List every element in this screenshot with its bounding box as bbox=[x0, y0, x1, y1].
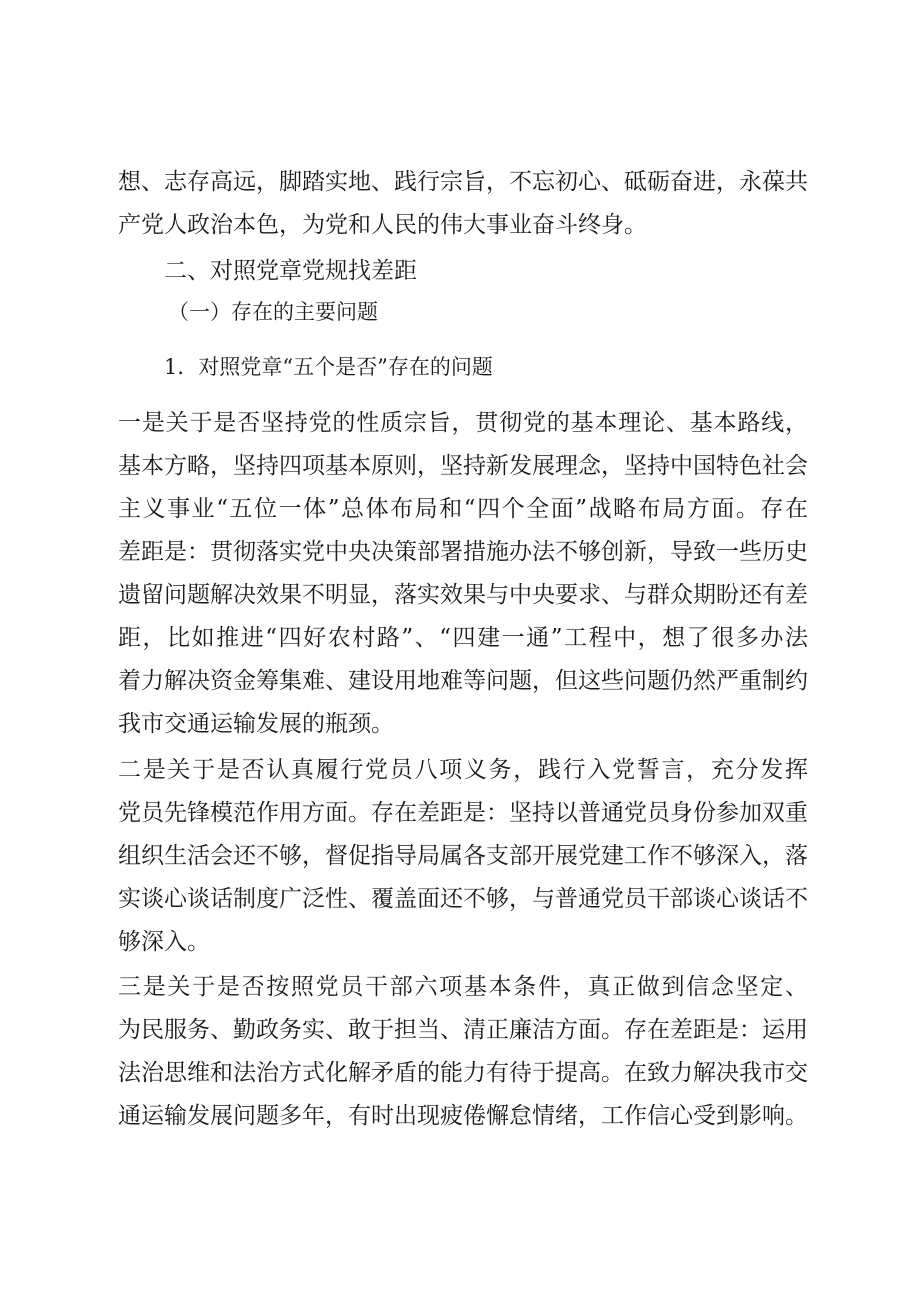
paragraph1-line-3: 主义事业“五位一体”总体布局和“四个全面”战略布局方面。存在 bbox=[118, 496, 808, 522]
paragraph2-line-3: 组织生活会还不够，督促指导局属各支部开展党建工作不够深入，落 bbox=[118, 843, 808, 869]
intro-line-2: 产党人政治本色，为党和人民的伟大事业奋斗终身。 bbox=[118, 212, 647, 238]
paragraph2-line-5: 够深入。 bbox=[118, 929, 210, 955]
paragraph3-line-3: 法治思维和法治方式化解矛盾的能力有待于提高。在致力解决我市交 bbox=[118, 1060, 808, 1086]
section-heading: 二、对照党章党规找差距 bbox=[164, 258, 417, 284]
paragraph1-line-5: 遗留问题解决效果不明显，落实效果与中央要求、与群众期盼还有差 bbox=[118, 582, 808, 608]
paragraph1-line-2: 基本方略，坚持四项基本原则，坚持新发展理念，坚持中国特色社会 bbox=[118, 453, 808, 479]
intro-line-1: 想、志存高远，脚踏实地、践行宗旨，不忘初心、砥砺奋进，永葆共 bbox=[118, 169, 808, 195]
subsection-heading: （一）存在的主要问题 bbox=[168, 300, 378, 324]
item-heading: 1．对照党章“五个是否”存在的问题 bbox=[164, 355, 493, 379]
paragraph1-line-4: 差距是：贯彻落实党中央决策部署措施办法不够创新，导致一些历史 bbox=[118, 539, 808, 565]
paragraph2-line-4: 实谈心谈话制度广泛性、覆盖面还不够，与普通党员干部谈心谈话不 bbox=[118, 886, 808, 912]
paragraph1-line-6: 距，比如推进“四好农村路”、“四建一通”工程中，想了很多办法 bbox=[118, 625, 808, 651]
paragraph1-line-7: 着力解决资金筹集难、建设用地难等问题，但这些问题仍然严重制约 bbox=[118, 668, 808, 694]
paragraph3-line-1: 三是关于是否按照党员干部六项基本条件，真正做到信念坚定、 bbox=[118, 974, 808, 1000]
paragraph2-line-1: 二是关于是否认真履行党员八项义务，践行入党誓言，充分发挥 bbox=[118, 757, 808, 783]
paragraph1-line-1: 一是关于是否坚持党的性质宗旨，贯彻党的基本理论、基本路线， bbox=[118, 410, 808, 436]
paragraph1-line-8: 我市交通运输发展的瓶颈。 bbox=[118, 711, 394, 737]
paragraph3-line-4: 通运输发展问题多年，有时出现疲倦懈怠情绪，工作信心受到影响。 bbox=[118, 1103, 808, 1129]
paragraph3-line-2: 为民服务、勤政务实、敢于担当、清正廉洁方面。存在差距是：运用 bbox=[118, 1017, 808, 1043]
paragraph2-line-2: 党员先锋模范作用方面。存在差距是：坚持以普通党员身份参加双重 bbox=[118, 800, 808, 826]
